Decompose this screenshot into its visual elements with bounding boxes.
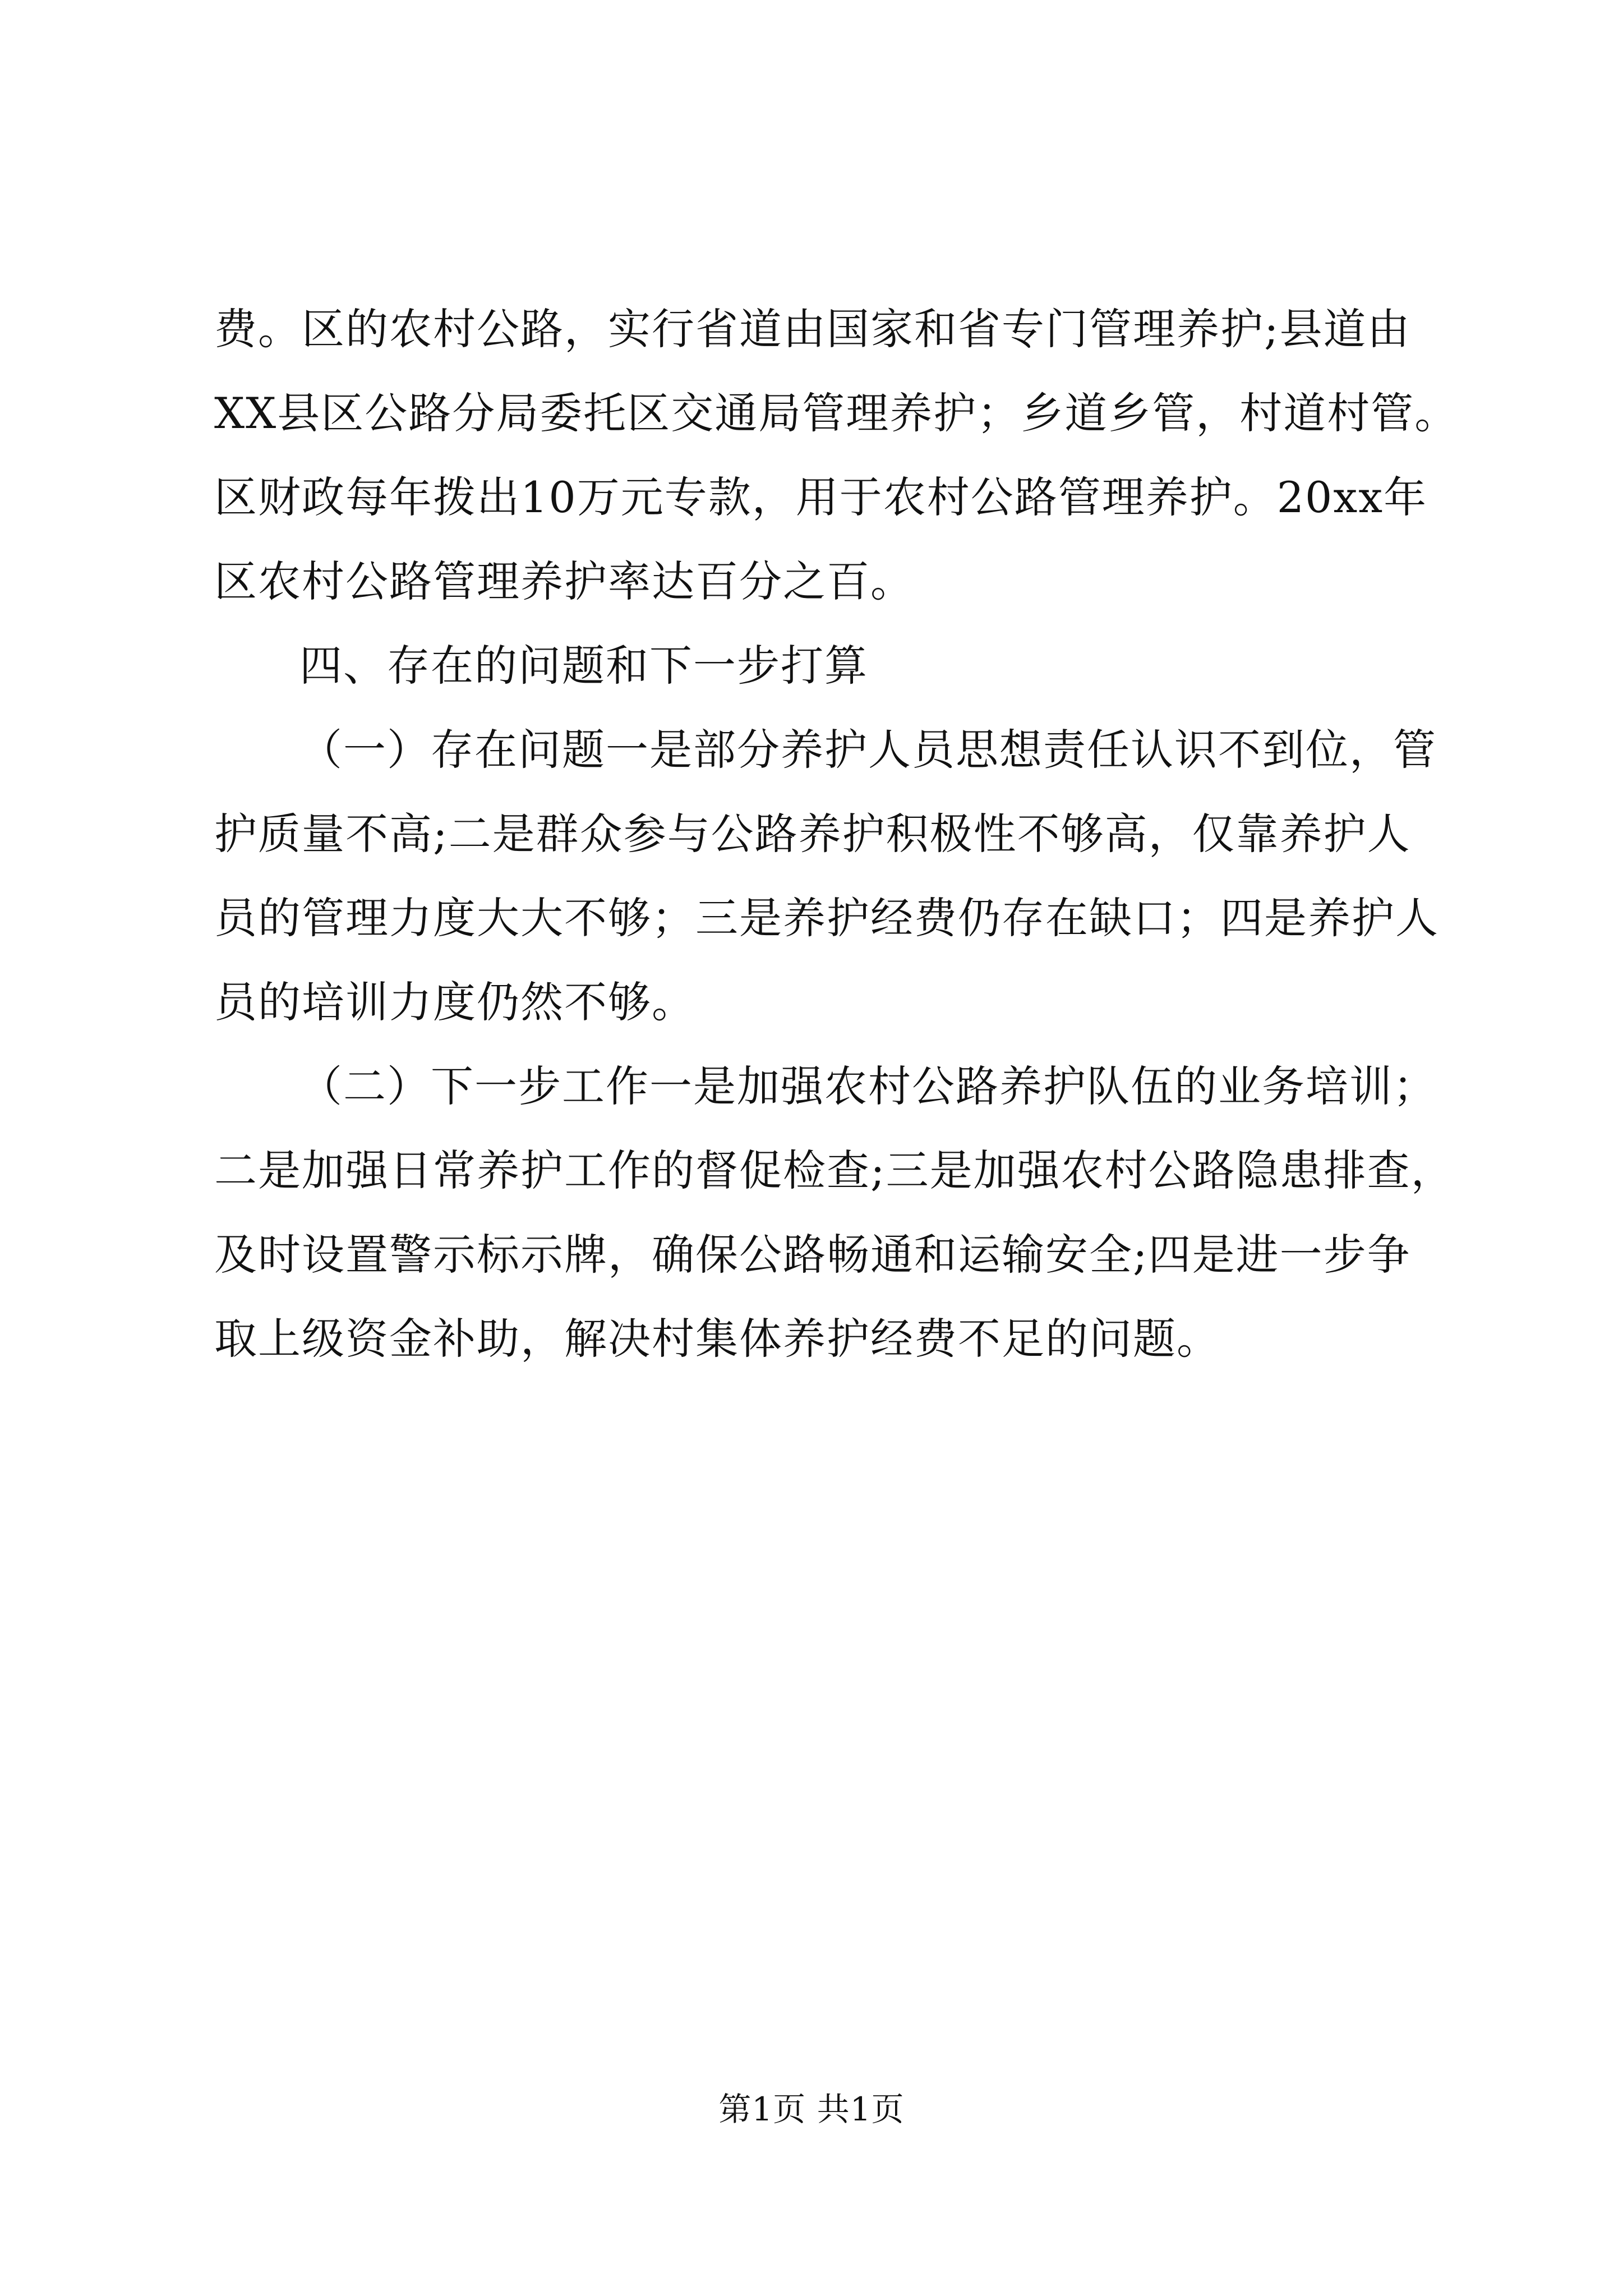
text-line: 区农村公路管理养护率达百分之百。 <box>214 556 914 606</box>
paragraph-existing-problems <box>214 708 1439 1045</box>
text-line: 及时设置警示标示牌，确保公路畅通和运输安全;四是进一步争 <box>214 1230 1411 1280</box>
text-line: （二）下一步工作一是加强农村公路养护队伍的业务培训； <box>299 1061 1437 1111</box>
text-line: 取上级资金补助，解决村集体养护经费不足的问题。 <box>214 1314 1220 1364</box>
document-body <box>214 287 1459 1381</box>
text-line: 费。区的农村公路，实行省道由国家和省专门管理养护;县道由 <box>214 304 1411 354</box>
heading-line: 四、存在的问题和下一步打算 <box>299 641 868 691</box>
text-line: 员的管理力度大大不够；三是养护经费仍存在缺口；四是养护人 <box>214 893 1439 943</box>
text-line: 区财政每年拨出10万元专款，用于农村公路管理养护。20xx年 <box>214 472 1428 522</box>
paragraph-next-steps <box>214 1045 1455 1381</box>
section-heading <box>214 624 1426 708</box>
page-number-label: 第1页 共1页 <box>718 2090 905 2128</box>
text-line: （一）存在问题一是部分养护人员思想责任认识不到位，管 <box>299 725 1437 775</box>
text-line: 员的培训力度仍然不够。 <box>214 977 695 1027</box>
page-footer <box>0 2087 1623 2132</box>
text-line: XX县区公路分局委托区交通局管理养护；乡道乡管，村道村管。 <box>214 388 1459 438</box>
text-line: 二是加强日常养护工作的督促检查;三是加强农村公路隐患排查， <box>214 1145 1455 1195</box>
text-line: 护质量不高;二是群众参与公路养护积极性不够高，仅靠养护人 <box>214 809 1411 859</box>
paragraph-road-management <box>214 287 1459 624</box>
